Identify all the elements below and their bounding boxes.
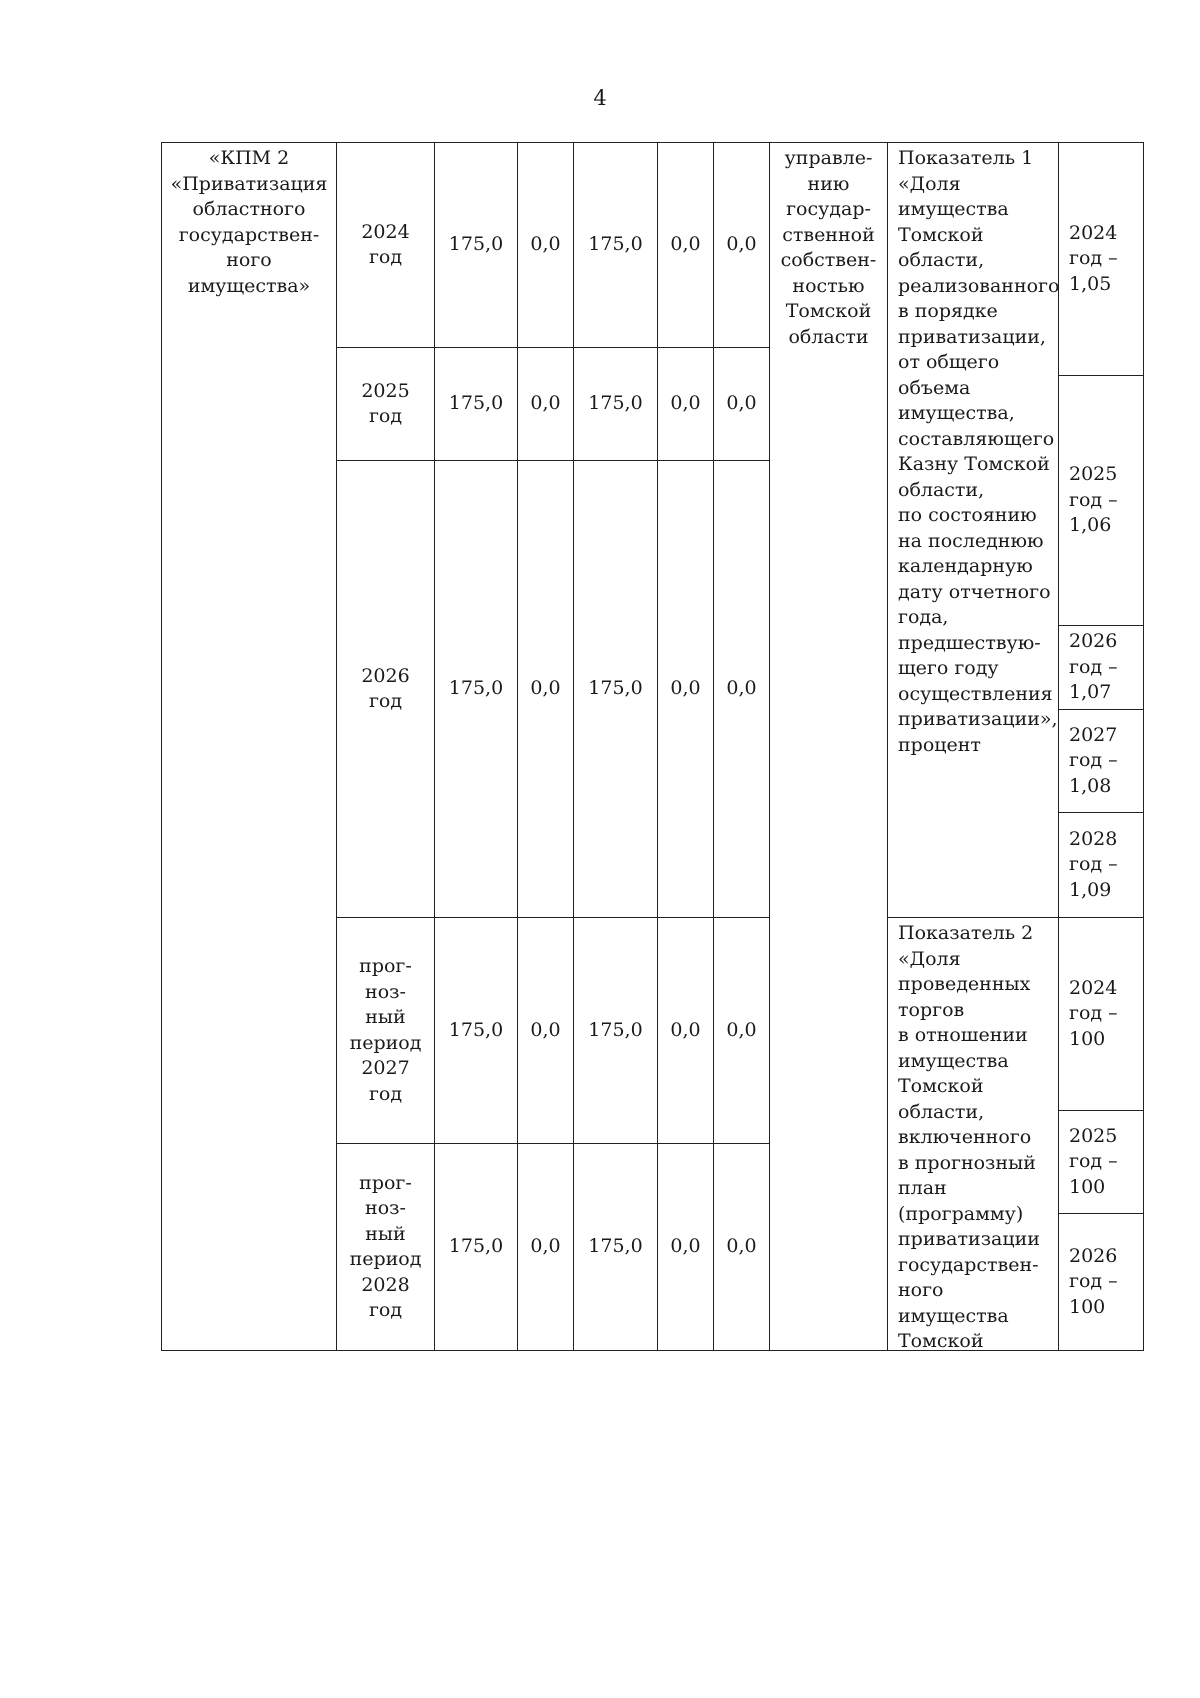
- federal-cell: 0,0: [517, 142, 574, 348]
- total-cell: 175,0: [434, 1143, 518, 1351]
- federal-cell: 0,0: [517, 460, 574, 918]
- local-cell: 0,0: [657, 142, 714, 348]
- program-table: [161, 142, 1144, 1351]
- page-number: 4: [593, 86, 607, 110]
- indicator-2-value-cell: 2026 год – 100: [1058, 1213, 1144, 1351]
- period-cell: 2024 год: [336, 142, 435, 348]
- other-cell: 0,0: [713, 460, 770, 918]
- total-cell: 175,0: [434, 347, 518, 461]
- indicator-2-value-cell: 2024 год – 100: [1058, 917, 1144, 1111]
- indicator-2-value-cell: 2025 год – 100: [1058, 1110, 1144, 1214]
- federal-cell: 0,0: [517, 347, 574, 461]
- indicator-2-text-cell: [887, 917, 1059, 1351]
- local-cell: 0,0: [657, 1143, 714, 1351]
- indicator-1-value-cell: 2025 год – 1,06: [1058, 375, 1144, 626]
- program-name-cell: [161, 142, 337, 1351]
- total-cell: 175,0: [434, 142, 518, 348]
- other-cell: 0,0: [713, 142, 770, 348]
- program-name: «КПМ 2 «Приватизация областного государствен- ного имущества»: [170, 147, 328, 297]
- regional-cell: 175,0: [573, 917, 658, 1144]
- regional-cell: 175,0: [573, 1143, 658, 1351]
- regional-cell: 175,0: [573, 460, 658, 918]
- responsible-text: управле- нию государ- ственной собствен- ностью Томской области: [780, 147, 877, 348]
- other-cell: 0,0: [713, 1143, 770, 1351]
- total-cell: 175,0: [434, 917, 518, 1144]
- period-cell: прог- ноз- ный период 2028 год: [336, 1143, 435, 1351]
- period-cell: 2026 год: [336, 460, 435, 918]
- local-cell: 0,0: [657, 460, 714, 918]
- indicator-1-value-cell: 2026 год – 1,07: [1058, 625, 1144, 710]
- other-cell: 0,0: [713, 917, 770, 1144]
- total-cell: 175,0: [434, 460, 518, 918]
- local-cell: 0,0: [657, 347, 714, 461]
- indicator-1-value-cell: 2028 год – 1,09: [1058, 812, 1144, 918]
- regional-cell: 175,0: [573, 142, 658, 348]
- indicator-1-text-cell: [887, 142, 1059, 918]
- other-cell: 0,0: [713, 347, 770, 461]
- local-cell: 0,0: [657, 917, 714, 1144]
- indicator-1-value-cell: 2024 год – 1,05: [1058, 142, 1144, 376]
- federal-cell: 0,0: [517, 1143, 574, 1351]
- period-cell: прог- ноз- ный период 2027 год: [336, 917, 435, 1144]
- federal-cell: 0,0: [517, 917, 574, 1144]
- indicator-2-text: Показатель 2 «Доля проведенных торгов в отношении имущества Томской области, включенного в прогнозный план (программу) приватизации государствен- ного имущества Томской: [898, 922, 1040, 1351]
- responsible-cell: [769, 142, 888, 1351]
- regional-cell: 175,0: [573, 347, 658, 461]
- indicator-1-value-cell: 2027 год – 1,08: [1058, 709, 1144, 813]
- indicator-1-text: Показатель 1 «Доля имущества Томской области, реализованного в порядке приватизации, от общего объема имущества, составляющего Казну Томской области, по состоянию на последнюю календарную дату отчетного года, предшествую- щего году осуществления приватизации», процент: [898, 147, 1060, 756]
- period-cell: 2025 год: [336, 347, 435, 461]
